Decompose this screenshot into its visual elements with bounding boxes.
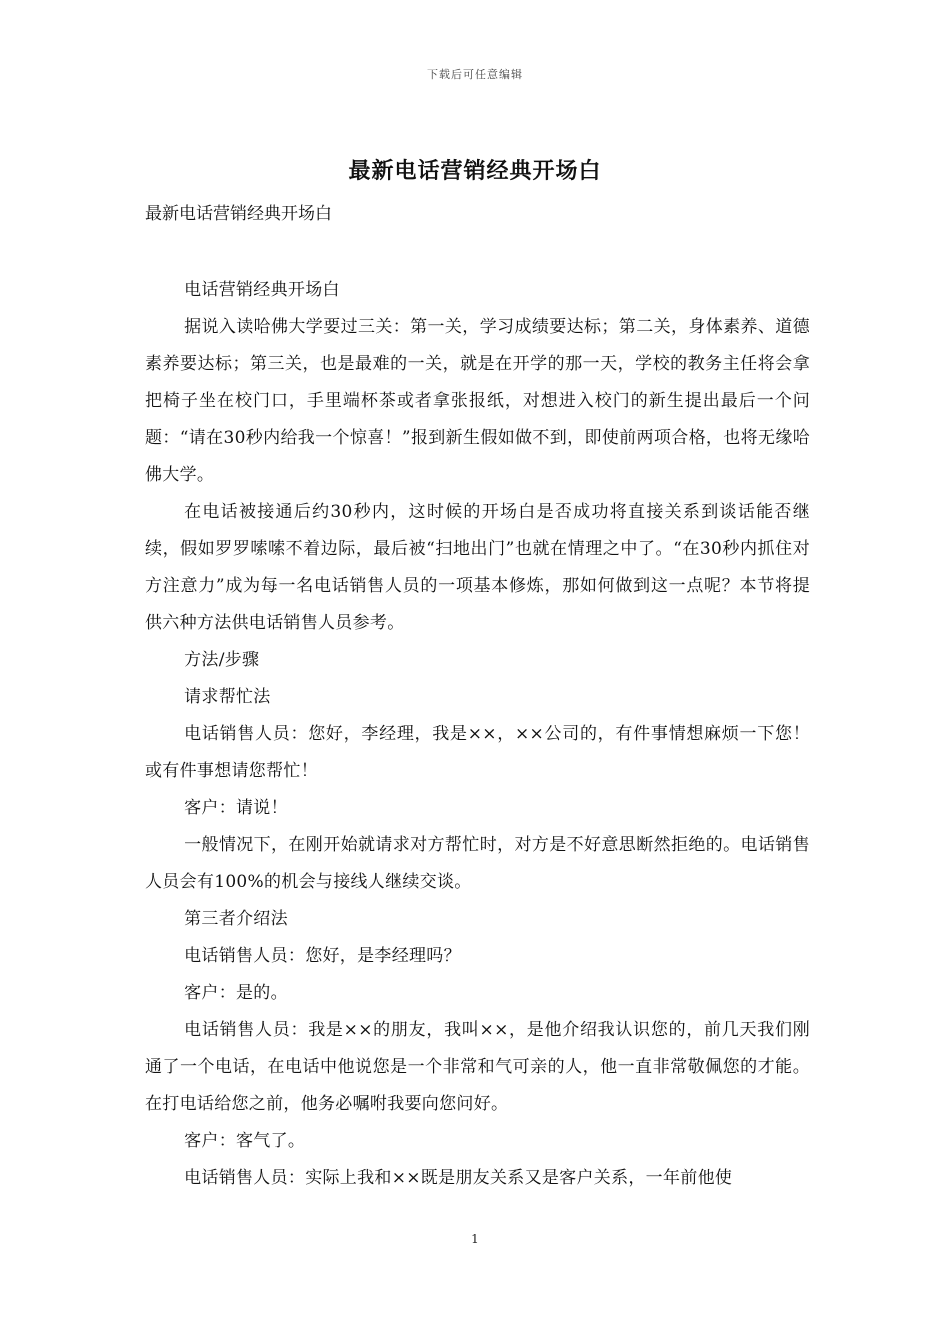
page-number: 1: [471, 1232, 479, 1246]
paragraph: 方法/步骤: [184, 650, 260, 670]
document-subtitle: 最新电话营销经典开场白: [145, 204, 332, 224]
paragraph: 电话销售人员：实际上我和××既是朋友关系又是客户关系，一年前他使: [184, 1168, 733, 1188]
paragraph: 电话销售人员：我是××的朋友，我叫××，是他介绍我认识您的，前几天我们刚通了一个电话，在电话中他说您是一个非常和气可亲的人，他一直非常敬佩您的才能。在打电话给您之前，他务必嘱咐我要向您问好。: [145, 1020, 810, 1114]
paragraph: 电话销售人员：您好，李经理，我是××，××公司的，有件事情想麻烦一下您！或有件事想请您帮忙！: [145, 724, 810, 781]
paragraph: 据说入读哈佛大学要过三关：第一关，学习成绩要达标；第二关，身体素养、道德素养要达标；第三关，也是最难的一关，就是在开学的那一天，学校的教务主任将会拿把椅子坐在校门口，手里端杯茶或者拿张报纸，对想进入校门的新生提出最后一个问题：“请在30秒内给我一个惊喜！”报到新生假如做不到，即使前两项合格，也将无缘哈佛大学。: [145, 317, 810, 485]
paragraph: 一般情况下，在刚开始就请求对方帮忙时，对方是不好意思断然拒绝的。电话销售人员会有100%的机会与接线人继续交谈。: [145, 835, 810, 892]
paragraph: 电话销售人员：您好，是李经理吗？: [184, 946, 461, 966]
document-body: [145, 272, 810, 1197]
document-title: 最新电话营销经典开场白: [348, 158, 602, 184]
paragraph: 在电话被接通后约30秒内，这时候的开场白是否成功将直接关系到谈话能否继续，假如罗罗嗦嗦不着边际，最后被“扫地出门”也就在情理之中了。“在30秒内抓住对方注意力”成为每一名电话销售人员的一项基本修炼，那如何做到这一点呢？本节将提供六种方法供电话销售人员参考。: [145, 502, 810, 633]
paragraph: 客户：请说！: [184, 798, 288, 818]
paragraph: 电话营销经典开场白: [184, 280, 340, 300]
paragraph: 客户：客气了。: [184, 1131, 306, 1151]
paragraph: 第三者介绍法: [184, 909, 288, 929]
paragraph: 请求帮忙法: [184, 687, 271, 707]
paragraph: 客户：是的。: [184, 983, 288, 1003]
page-header: 下载后可任意编辑: [427, 68, 523, 81]
